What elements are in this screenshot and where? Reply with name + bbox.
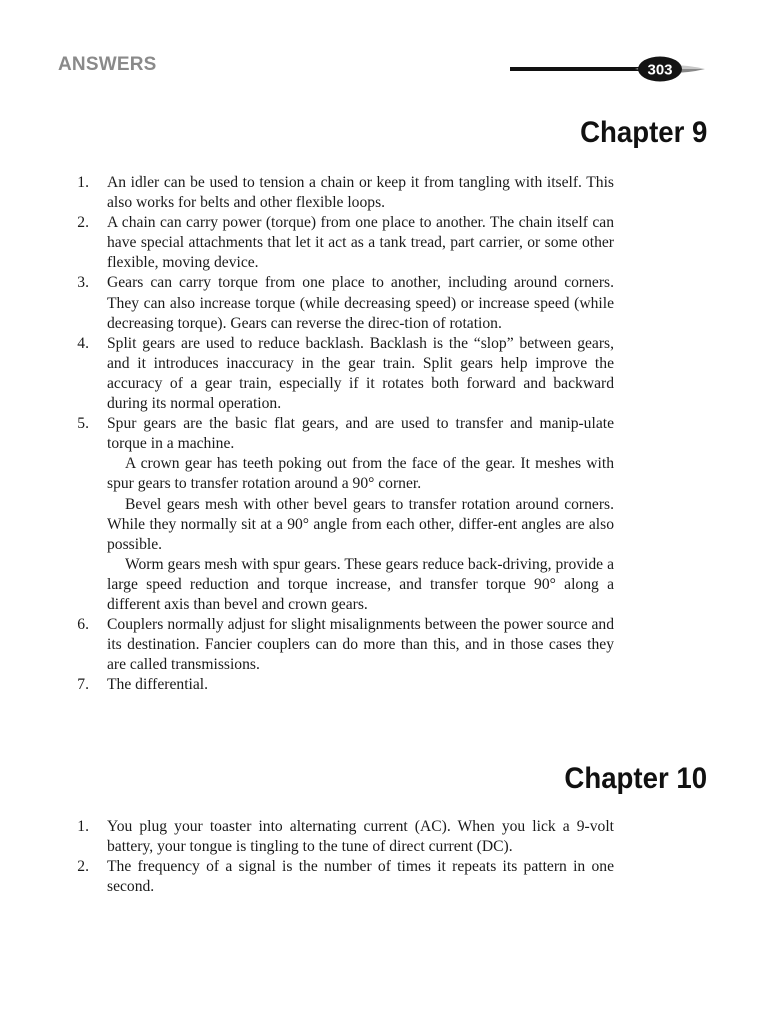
answer-number: 3. <box>77 274 89 292</box>
answer-number: 1. <box>77 818 89 835</box>
answer-number: 1. <box>77 174 89 191</box>
answer-number: 2. <box>77 214 89 232</box>
answer-text: Couplers normally adjust for slight misalignments between the power source and its destination. Fancier couplers can do more than this, and in those cases they are called transmissions. <box>107 616 614 674</box>
chapter-9-answers <box>74 173 614 695</box>
answer-text: A chain can carry power (torque) from one place to another. The chain itself can have special attachments that let it act as a tank tread, part carrier, or some other flexible, moving device. <box>107 214 614 272</box>
answer-number: 5. <box>77 415 89 433</box>
answer-text: An idler can be used to tension a chain or keep it from tangling with itself. This also works for belts and other flexible loops. <box>107 174 614 212</box>
chapter-10-answers <box>74 817 614 897</box>
answer-item <box>74 414 614 615</box>
answer-number: 7. <box>77 676 89 694</box>
answer-text: The differential. <box>107 676 209 694</box>
answer-text: Worm gears mesh with spur gears. These gears reduce back-driving, provide a large speed reduction and torque increase, and transfer torque 90° along a different axis than bevel and crown gears. <box>107 555 614 613</box>
answer-number: 2. <box>77 858 89 876</box>
answer-number: 4. <box>77 334 89 352</box>
chapter-9-heading: Chapter 9 <box>579 116 707 149</box>
answer-text: Gears can carry torque from one place to another, including around corners. They can also increase torque (while decreasing speed) or increase speed (while decreasing torque). Gears can reverse the direc-tion of rotation. <box>107 274 614 332</box>
answer-text: You plug your toaster into alternating current (AC). When you lick a 9-volt battery, your tongue is tingling to the tune of direct current (DC). <box>107 818 614 856</box>
answer-item <box>74 857 614 897</box>
answer-text: A crown gear has teeth poking out from the face of the gear. It meshes with spur gears to transfer rotation around a 90° corner. <box>107 455 614 493</box>
answer-item <box>74 615 614 675</box>
answer-text: Spur gears are the basic flat gears, and are used to transfer and manip-ulate torque in a machine. <box>107 415 614 453</box>
answer-item <box>74 675 614 695</box>
answer-text: Bevel gears mesh with other bevel gears to transfer rotation around corners. While they normally sit at a 90° angle from each other, differ-ent angles are also possible. <box>107 495 614 553</box>
answer-item <box>74 273 614 333</box>
answer-text: Split gears are used to reduce backlash. Backlash is the “slop” between gears, and it introduces inaccuracy in the gear train. Split gears help improve the accuracy of a gear train, especially if it rotates both forward and backward during its normal operation. <box>107 334 614 413</box>
running-head: ANSWERS <box>58 54 157 75</box>
answer-item <box>74 334 614 414</box>
answer-item <box>74 173 614 213</box>
answer-item <box>74 817 614 857</box>
answer-item <box>74 213 614 273</box>
page-number-badge <box>510 36 710 102</box>
page-number: 303 <box>647 61 673 79</box>
answer-number: 6. <box>77 616 89 634</box>
chapter-10-heading: Chapter 10 <box>564 762 707 795</box>
answer-text: The frequency of a signal is the number of times it repeats its pattern in one second. <box>107 858 614 896</box>
